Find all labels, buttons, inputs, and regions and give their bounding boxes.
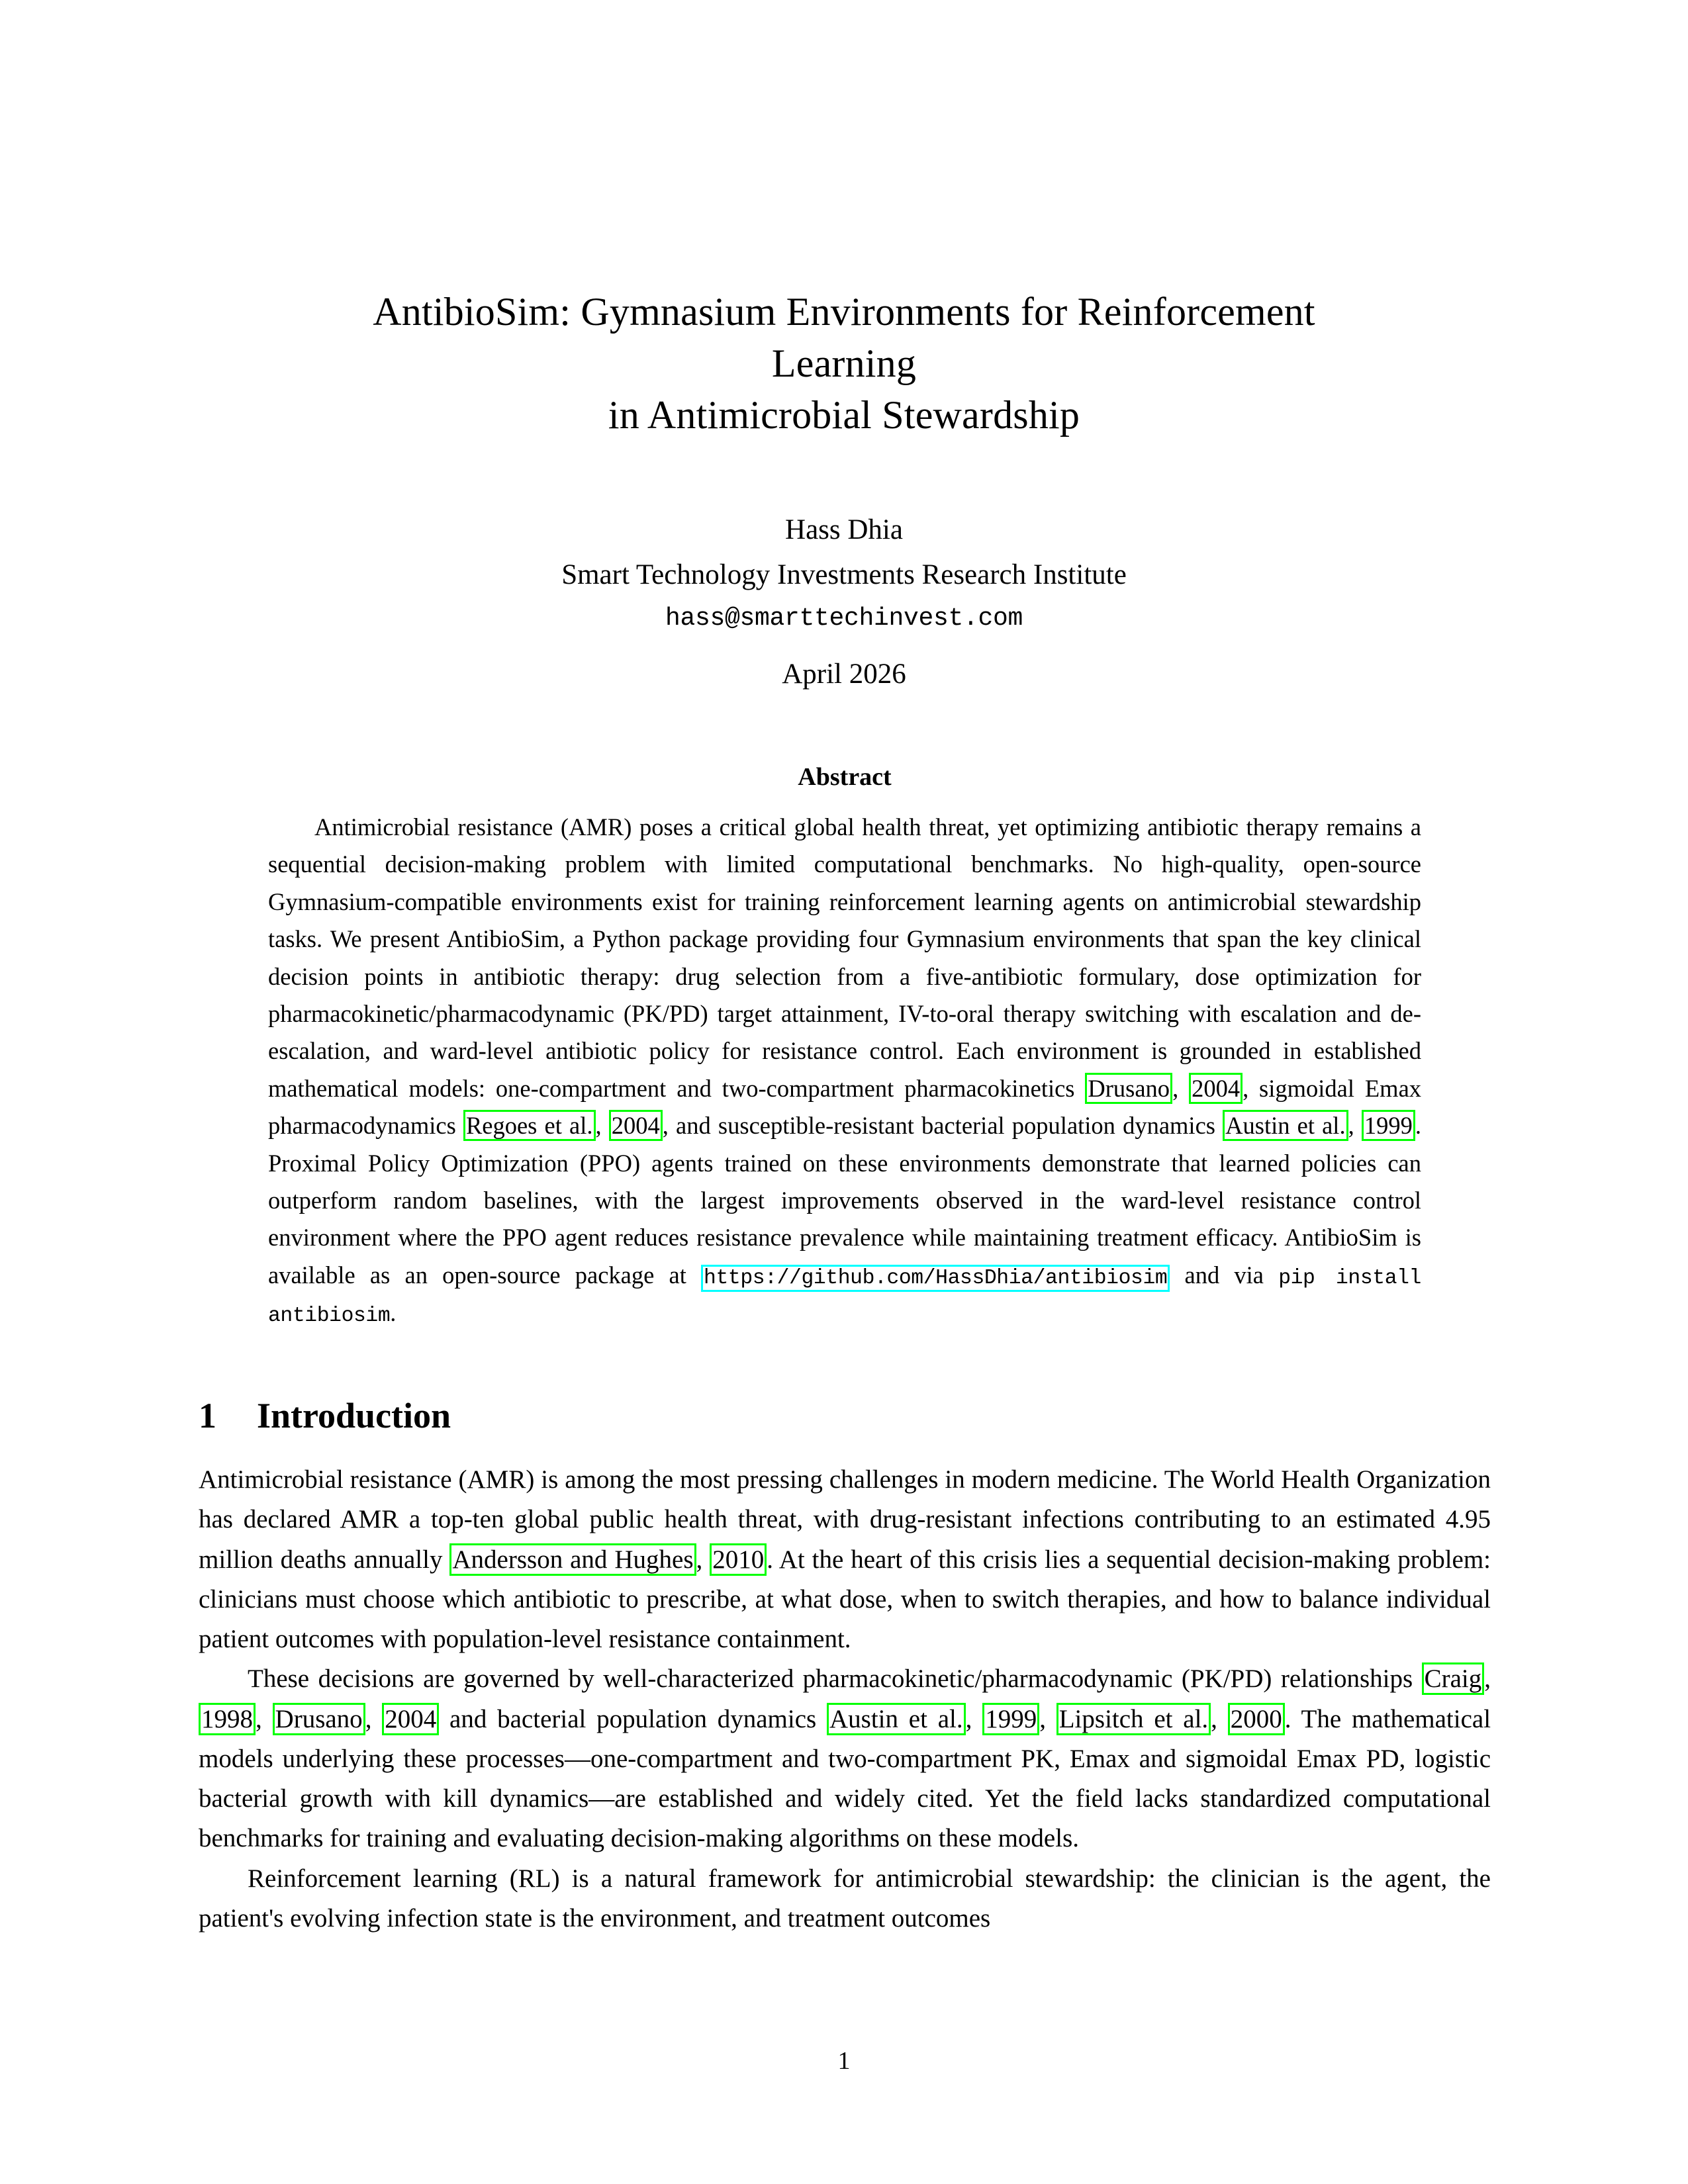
citation-drusano-year[interactable]: 2004 [1189, 1073, 1243, 1104]
author-affiliation: Smart Technology Investments Research Institute [561, 559, 1127, 591]
citation-sep: , [1039, 1704, 1056, 1733]
abstract-text-2: , sigmoidal Emax pharmacodynamics [268, 1074, 1422, 1140]
citation-craig-year[interactable]: 1998 [199, 1703, 256, 1735]
section-number: 1 [199, 1396, 216, 1435]
author-name: Hass Dhia [785, 514, 903, 545]
citation-lipsitch-year[interactable]: 2000 [1228, 1703, 1285, 1735]
title-line-1: AntibioSim: Gymnasium Environments for Reinforcement [373, 290, 1315, 334]
citation-sep: , [365, 1704, 383, 1733]
citation-austin2-year[interactable]: 1999 [982, 1703, 1039, 1735]
title-line-2: Learning [771, 341, 917, 385]
github-url-link[interactable]: https://github.com/HassDhia/antibiosim [701, 1265, 1170, 1292]
citation-lipsitch-author[interactable]: Lipsitch et al. [1056, 1703, 1211, 1735]
citation-sep: , [256, 1704, 273, 1733]
publication-date: April 2026 [782, 659, 906, 690]
citation-drusano2-year[interactable]: 2004 [382, 1703, 439, 1735]
paragraph-1 [199, 1460, 1491, 1659]
par2-text-1: These decisions are governed by well-characterized pharmacokinetic/pharmacodynamic (PK/PD) relationships [248, 1664, 1422, 1694]
title-line-3: in Antimicrobial Stewardship [608, 393, 1080, 437]
citation-regoes-author[interactable]: Regoes et al. [463, 1110, 596, 1141]
title-block [225, 286, 1463, 441]
paragraph-3: Reinforcement learning (RL) is a natural framework for antimicrobial stewardship: the clinician is the agent, the patient's evolving infection state is the environment, and treatment outcomes [199, 1864, 1491, 1933]
abstract-text-3: , and susceptible-resistant bacterial population dynamics [662, 1112, 1223, 1140]
citation-craig-author[interactable]: Craig [1422, 1662, 1485, 1695]
citation-austin2-author[interactable]: Austin et al. [827, 1703, 966, 1735]
citation-sep: , [1211, 1704, 1228, 1733]
par2-text-3: . The mathematical models underlying these processes—one-compartment and two-compartment PK, Emax and sigmoidal Emax PD, logistic bacterial growth with kill dynamics—are established and widely cited. Yet the field lacks standardized computational benchmarks for training and evaluating decision-making algorithms on these models. [199, 1704, 1491, 1853]
citation-sep: , [1484, 1664, 1491, 1694]
par2-text-2: and bacterial population dynamics [439, 1704, 827, 1733]
section-heading-introduction [199, 1395, 1489, 1436]
citation-sep: , [1348, 1112, 1362, 1140]
page-number: 1 [837, 2047, 851, 2075]
author-block [225, 510, 1463, 637]
citation-austin-author[interactable]: Austin et al. [1223, 1110, 1348, 1141]
abstract-text-1: Antimicrobial resistance (AMR) poses a critical global health threat, yet optimizing antibiotic therapy remains a sequential decision-making problem with limited computational benchmarks. No high-quality, open-source Gymnasium-compatible environments exist for training reinforcement learning agents on antimicrobial stewardship tasks. We present AntibioSim, a Python package providing four Gymnasium environments that span the key clinical decision points in antibiotic therapy: drug selection from a five-antibiotic formulary, dose optimization for pharmacokinetic/pharmacodynamic (PK/PD) target attainment, IV-to-oral therapy switching with escalation and de-escalation, and ward-level antibiotic policy for resistance control. Each environment is grounded in established mathematical models: one-compartment and two-compartment pharmacokinetics [268, 813, 1421, 1102]
abstract-heading: Abstract [798, 763, 892, 791]
author-email: hass@smarttechinvest.com [665, 604, 1023, 633]
abstract-body [268, 809, 1421, 1333]
citation-sep: , [1172, 1074, 1190, 1102]
par1-text-2: . At the heart of this crisis lies a sequential decision-making problem: clinicians must choose which antibiotic to prescribe, at what dose, when to switch therapies, and how to balance individual patient outcomes with population-level resistance containment. [199, 1545, 1491, 1653]
citation-drusano2-author[interactable]: Drusano [273, 1703, 365, 1735]
abstract-text-5: and via [1170, 1261, 1279, 1289]
page-title [225, 286, 1463, 441]
citation-austin-year[interactable]: 1999 [1362, 1110, 1415, 1141]
citation-sep: , [965, 1704, 983, 1733]
section-title: Introduction [257, 1396, 451, 1435]
citation-sep: , [696, 1545, 710, 1574]
abstract-section [268, 762, 1421, 1333]
body-content [199, 1460, 1491, 1938]
citation-regoes-year[interactable]: 2004 [609, 1110, 663, 1141]
par1-text-1: Antimicrobial resistance (AMR) is among the most pressing challenges in modern medicine. The World Health Organization has declared AMR a top-ten global public health threat, with drug-resistant infections contributing to an estimated 4.95 million deaths annually [199, 1465, 1491, 1574]
paragraph-2 [199, 1659, 1491, 1858]
citation-drusano-author[interactable]: Drusano [1085, 1073, 1172, 1104]
citation-sep: , [595, 1112, 609, 1140]
abstract-text-6: . [390, 1299, 397, 1327]
citation-andersson-author[interactable]: Andersson and Hughes [449, 1543, 696, 1576]
citation-andersson-year[interactable]: 2010 [710, 1543, 767, 1576]
pip-install-command: pip install antibiosim [268, 1266, 1421, 1328]
abstract-text-4: . Proximal Policy Optimization (PPO) agents trained on these environments demonstrate that learned policies can outperform random baselines, with the largest improvements observed in the ward-level resistance control environment where the PPO agent reduces resistance prevalence while maintaining treatment efficacy. AntibioSim is available as an open-source package at [268, 1112, 1421, 1289]
